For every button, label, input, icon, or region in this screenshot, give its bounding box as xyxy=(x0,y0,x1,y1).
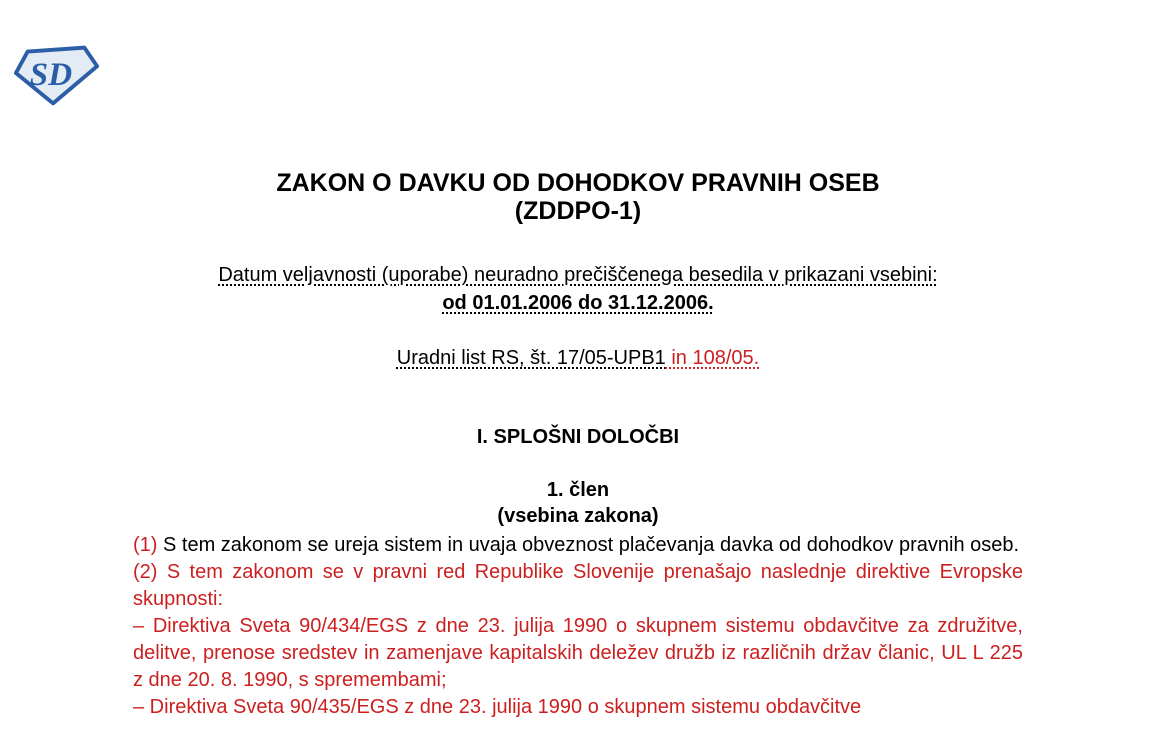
directive-item-1: – Direktiva Sveta 90/434/EGS z dne 23. julija 1990 o skupnem sistemu obdavčitve za združitve, delitve, prenose sredstev in zamenjave kapitalskih deležev družb iz različnih držav članic, UL L 225 z dne 20. 8. 1990, s spremembami; xyxy=(133,615,1023,691)
paragraph-1-marker: (1) xyxy=(133,534,158,556)
validity-line-text: Datum veljavnosti (uporabe) neuradno prečiščenega besedila v prikazani vsebini: xyxy=(218,264,938,286)
gazette-reference xyxy=(133,344,1023,372)
law-title-line2: (ZDDPO-1) xyxy=(514,197,642,225)
logo-letters: SD xyxy=(29,55,73,93)
law-title xyxy=(133,169,1023,225)
sd-logo-icon xyxy=(12,44,100,106)
section-heading: I. SPLOŠNI DOLOČBI xyxy=(476,426,680,448)
document-content xyxy=(133,0,1023,721)
gazette-main-text: Uradni list RS, št. 17/05-UPB1 xyxy=(396,347,666,369)
gazette-amendment-text: in 108/05. xyxy=(665,347,760,369)
article-caption: (vsebina zakona) xyxy=(497,505,659,527)
paragraph-1 xyxy=(133,532,1023,559)
article-body xyxy=(133,532,1023,721)
directive-item-2: – Direktiva Sveta 90/435/EGS z dne 23. julija 1990 o skupnem sistemu obdavčitve xyxy=(133,696,862,718)
paragraph-2: (2) S tem zakonom se v pravni red Republike Slovenije prenašajo naslednje direktive Evropske skupnosti: xyxy=(133,561,1023,610)
law-title-line1: ZAKON O DAVKU OD DOHODKOV PRAVNIH OSEB xyxy=(276,169,880,197)
article-heading xyxy=(133,477,1023,529)
article-number: 1. člen xyxy=(546,479,610,501)
validity-line xyxy=(133,261,1023,289)
validity-dates-text: od 01.01.2006 do 31.12.2006. xyxy=(442,292,714,314)
paragraph-1-text: S tem zakonom se ureja sistem in uvaja obveznost plačevanja davka od dohodkov pravnih oseb. xyxy=(157,534,1020,556)
validity-note xyxy=(133,261,1023,317)
validity-dates-line xyxy=(133,289,1023,317)
